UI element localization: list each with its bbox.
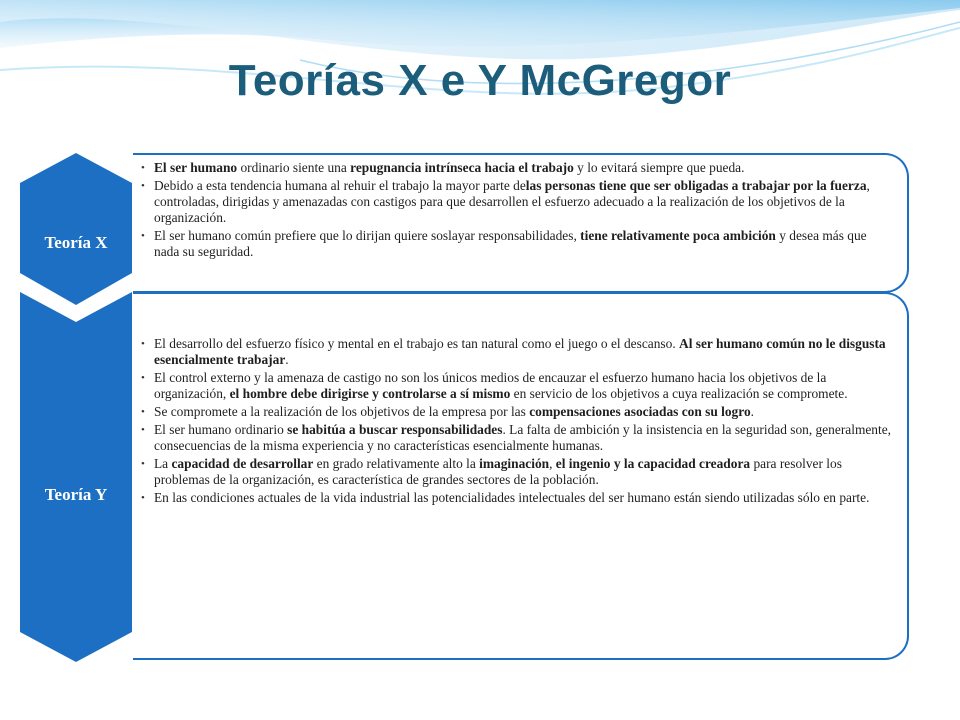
bold-text: las personas tiene que ser obligadas a trabajar por la fuerza — [525, 178, 867, 193]
text-run: El ser humano ordinario — [154, 422, 288, 437]
bullet-item — [133, 404, 893, 420]
text-run: . — [285, 352, 289, 367]
text-run: El desarrollo del esfuerzo físico y mental en el trabajo es tan natural como el juego o el descanso. — [154, 336, 680, 351]
bold-text: se habitúa a buscar responsabilidades — [287, 422, 503, 437]
text-run: , controladas, dirigidas y amenazadas con castigos para que desarrollen el esfuerzo adecuado a la realización de los objetivos de la organización. — [154, 178, 870, 225]
bold-text: tiene relativamente poca ambición — [580, 228, 776, 243]
bold-text: capacidad de desarrollar — [171, 456, 314, 471]
text-run: La — [154, 456, 172, 471]
theory-x-panel — [133, 153, 909, 293]
bullet-item — [133, 490, 893, 506]
text-run: y desea más que nada su seguridad. — [154, 228, 867, 259]
text-run: Se compromete a la realización de los objetivos de la empresa por las — [154, 404, 530, 419]
text-run: . La falta de ambición y la insistencia en la seguridad son, generalmente, consecuencias de la misma experiencia y no características esencialmente humanas. — [154, 422, 892, 453]
text-run: ordinario siente una — [237, 160, 351, 175]
bullet-item — [133, 160, 893, 176]
text-run: En las condiciones actuales de la vida industrial las potencialidades intelectuales del ser humano están siendo utilizadas sólo en parte. — [154, 490, 870, 505]
chevron-shape-icon — [20, 292, 132, 662]
text-run: para resolver los problemas de la organización, es característica de grandes sectores de la población. — [154, 456, 842, 487]
text-run: El control externo y la amenaza de castigo no son los únicos medios de encauzar el esfuerzo humano hacia los objetivos de la organización, — [154, 370, 827, 401]
theory-y-chevron — [20, 292, 132, 662]
bold-text: Al ser humano común no le disgusta esencialmente trabajar — [154, 336, 886, 367]
bullet-item — [133, 336, 893, 368]
chevron-shape-icon — [20, 153, 132, 305]
text-run: en grado relativamente alto la — [313, 456, 480, 471]
bullet-item — [133, 422, 893, 454]
text-run: en servicio de los objetivos a cuya realización se compromete. — [510, 386, 848, 401]
theory-x-chevron — [20, 153, 132, 305]
page-title: Teorías X e Y McGregor — [228, 56, 732, 105]
theory-x-label: Teoría X — [44, 233, 108, 252]
text-run: Debido a esta tendencia humana al rehuir el trabajo la mayor parte de — [154, 178, 526, 193]
bold-text: repugnancia intrínseca hacia el trabajo — [350, 160, 574, 175]
theory-y-list — [133, 336, 893, 506]
bullet-item — [133, 456, 893, 488]
bold-text: el ingenio y la capacidad creadora — [555, 456, 751, 471]
text-run: El ser humano común prefiere que lo dirijan quiere soslayar responsabilidades, — [154, 228, 581, 243]
bullet-item — [133, 228, 893, 260]
theory-y-label: Teoría Y — [44, 485, 108, 504]
theory-x-list — [133, 160, 893, 260]
text-run: y lo evitará siempre que pueda. — [573, 160, 745, 175]
text-run: , — [549, 456, 556, 471]
text-run: . — [750, 404, 755, 419]
bold-text: el hombre debe dirigirse y controlarse a sí mismo — [229, 386, 511, 401]
bold-text: El ser humano — [154, 160, 238, 175]
bold-text: imaginación — [479, 456, 550, 471]
bullet-item — [133, 178, 893, 226]
bullet-item — [133, 370, 893, 402]
bold-text: compensaciones asociadas con su logro — [529, 404, 751, 419]
theory-y-panel — [133, 292, 909, 660]
